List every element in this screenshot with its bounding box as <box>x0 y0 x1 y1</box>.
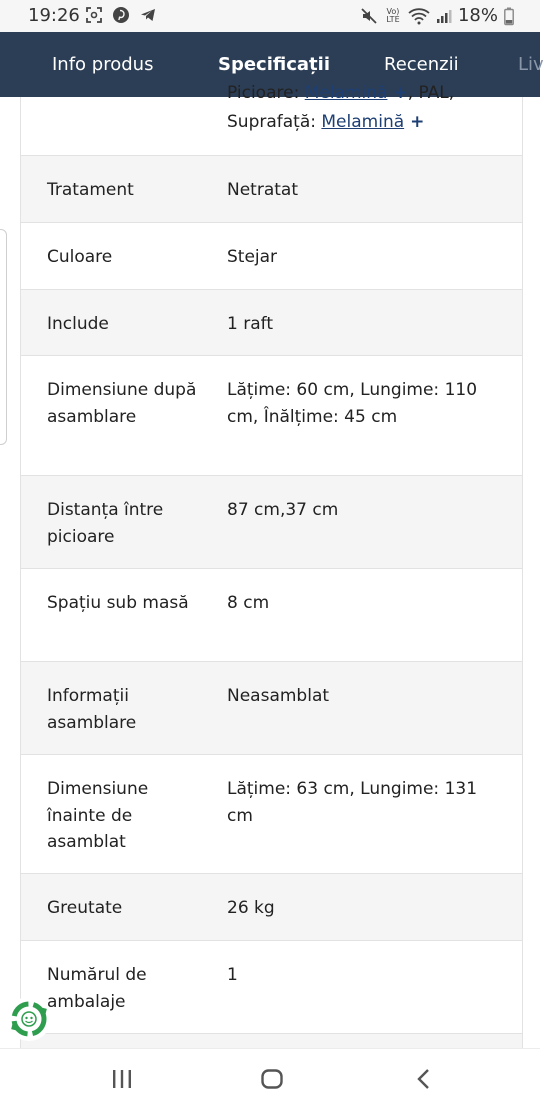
materials-line-surface <box>227 112 424 132</box>
spec-label: Tratament <box>47 180 134 200</box>
back-icon[interactable] <box>412 1067 436 1091</box>
battery-percent: 18% <box>457 5 498 26</box>
spec-row-tratament <box>21 156 522 223</box>
spec-row-numarul-de-ambalaje <box>21 941 522 1034</box>
legs-material-rest: , PAL, <box>407 83 455 103</box>
signal-icon <box>436 8 452 24</box>
spec-row-informatii-asamblare <box>21 662 522 755</box>
battery-icon <box>504 7 514 25</box>
spec-row-dimensiune-dupa-asamblare <box>21 356 522 476</box>
spec-label: Distanța între picioare <box>47 500 164 547</box>
recents-icon[interactable] <box>110 1067 134 1091</box>
lte-icon: Vo) LTE <box>386 6 400 24</box>
spec-label: Culoare <box>47 247 113 267</box>
spec-value: 8 cm <box>227 593 270 613</box>
materials-line-legs <box>227 83 454 103</box>
spec-value: 1 <box>227 965 238 985</box>
spec-row-culoare <box>21 223 522 290</box>
spec-row-greutate <box>21 874 522 941</box>
spec-value: Neasamblat <box>227 686 330 706</box>
spec-label: Numărul de ambalaje <box>47 965 147 1012</box>
spec-value: 87 cm,37 cm <box>227 500 339 520</box>
eco-recycle-icon <box>7 997 51 1041</box>
spec-label: Greutate <box>47 898 123 918</box>
spec-value: Lățime: 60 cm, Lungime: 110 cm, Înălțime: 45 cm <box>227 380 478 427</box>
tab-recenzii[interactable]: Recenzii <box>384 54 459 75</box>
spec-row-dimensiune-inainte-de-asamblat <box>21 755 522 874</box>
spec-value: Lățime: 63 cm, Lungime: 131 cm <box>227 779 478 826</box>
legs-label: Picioare: <box>227 83 305 103</box>
tab-livrare[interactable]: Liv <box>518 54 544 75</box>
surface-material-link[interactable]: Melamină <box>321 112 405 132</box>
telegram-icon <box>139 6 157 24</box>
spec-label: Dimensiune după asamblare <box>47 380 197 427</box>
status-bar <box>0 0 540 32</box>
tab-info-produs[interactable]: Info produs <box>52 54 154 75</box>
materials-row <box>21 83 522 156</box>
side-panel-handle[interactable] <box>0 229 7 445</box>
spec-label: Spațiu sub masă <box>47 593 189 613</box>
spec-label: Informații asamblare <box>47 686 137 733</box>
specifications-table <box>20 83 523 1064</box>
spec-value: 26 kg <box>227 898 275 918</box>
spec-value: Stejar <box>227 247 278 267</box>
legs-material-link[interactable]: Melamină <box>304 83 388 103</box>
eco-badge[interactable] <box>7 997 51 1041</box>
spec-row-spatiu-sub-masa <box>21 569 522 662</box>
wifi-icon <box>408 7 430 25</box>
notification-icons <box>85 6 157 24</box>
navigation-bar <box>0 1048 540 1111</box>
spec-label: Include <box>47 314 109 334</box>
clock: 19:26 <box>28 5 80 26</box>
spec-value: Netratat <box>227 180 298 200</box>
tab-specificatii[interactable]: Specificații <box>218 54 330 75</box>
surface-expand-icon[interactable]: + <box>410 112 425 132</box>
surface-label: Suprafață: <box>227 112 322 132</box>
home-icon[interactable] <box>260 1067 284 1091</box>
spec-row-include <box>21 290 522 356</box>
spec-row-distanta-intre-picioare <box>21 476 522 569</box>
pinterest-icon <box>112 6 130 24</box>
spec-value: 1 raft <box>227 314 273 334</box>
screenshot-icon <box>85 6 103 24</box>
legs-expand-icon[interactable]: + <box>393 83 408 103</box>
mute-icon <box>360 7 378 25</box>
system-icons <box>360 5 514 26</box>
spec-label: Dimensiune înainte de asamblat <box>47 779 149 852</box>
